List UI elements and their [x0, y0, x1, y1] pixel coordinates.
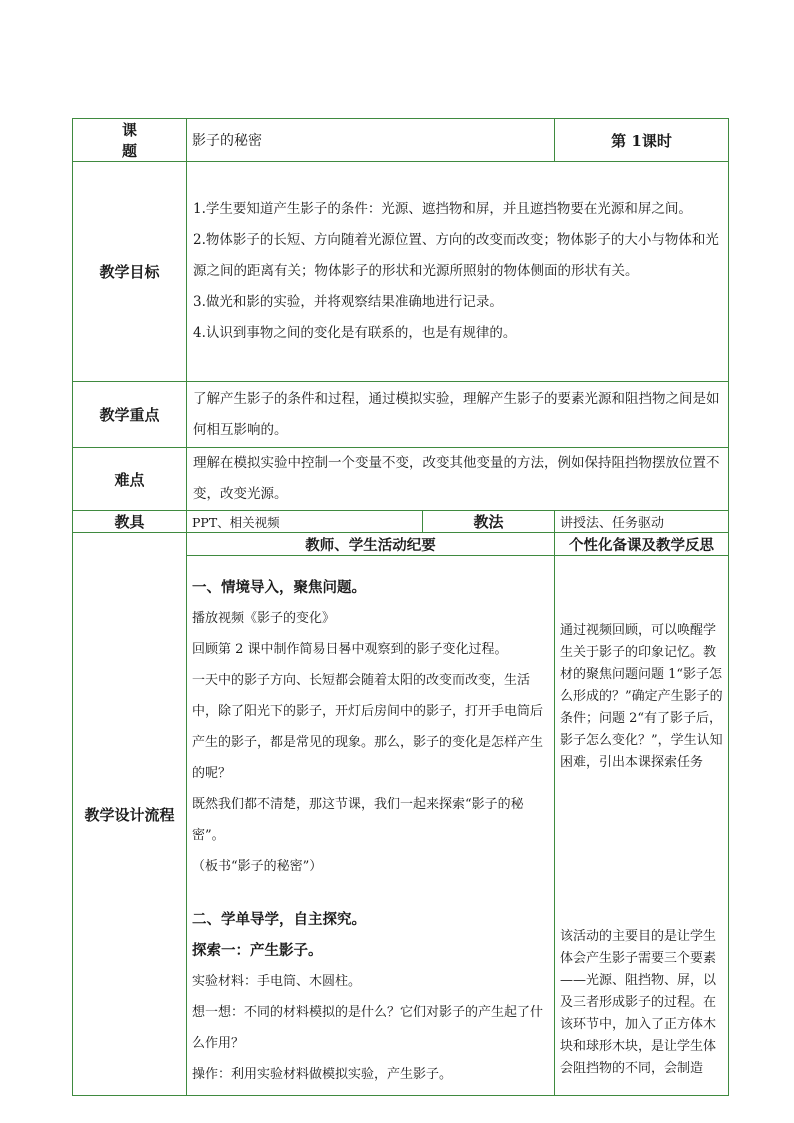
section-1-paragraph-5: （板书“影子的秘密”）	[192, 859, 323, 874]
key-points-row	[73, 382, 729, 448]
objective-item-2: 2.物体影子的长短、方向随着光源位置、方向的改变而改变；物体影子的大小与物体和光源之间的距离有关；物体影子的形状和光源所照射的物体侧面的形状有关。	[193, 232, 719, 279]
topic-value: 影子的秘密	[187, 119, 555, 162]
reflection-column-header: 个性化备课及教学反思	[555, 533, 729, 556]
difficulty-row	[73, 448, 729, 511]
lesson-plan-sheet	[72, 118, 728, 1082]
activity-content	[187, 556, 555, 1096]
design-header-row	[73, 533, 729, 556]
method-value: 讲授法、任务驱动	[555, 511, 729, 533]
explore-1-title: 探索一：产生影子。	[192, 942, 323, 959]
section-2-paragraph-2: 想一想：不同的材料模拟的是什么？它们对影子的产生起了什么作用？	[192, 1005, 544, 1051]
objectives-row	[73, 162, 729, 382]
objectives-content	[187, 162, 729, 382]
objective-item-3: 3.做光和影的实验，并将观察结果准确地进行记录。	[193, 294, 503, 310]
section-1-paragraph-2: 回顾第 2 课中制作简易日晷中观察到的影子变化过程。	[192, 642, 508, 657]
section-2-title: 二、学单导学，自主探究。	[192, 911, 366, 928]
period-label: 第 1课时	[555, 119, 729, 162]
objective-item-1: 1.学生要知道产生影子的条件：光源、遮挡物和屏，并且遮挡物要在光源和屏之间。	[193, 201, 692, 217]
section-2-paragraph-3: 操作：利用实验材料做模拟实验，产生影子。	[192, 1067, 453, 1082]
topic-label: 课 题	[73, 119, 187, 162]
tools-row	[73, 511, 729, 533]
section-1-paragraph-3: 一天中的影子方向、长短都会随着太阳的改变而改变，生活中，除了阳光下的影子，开灯后房间中的影子，打开手电筒后产生的影子，都是常见的现象。那么，影子的变化是怎样产生的呢？	[192, 673, 544, 781]
lesson-plan-table	[72, 118, 729, 1096]
key-points-label: 教学重点	[73, 382, 187, 448]
section-1-paragraph-4: 既然我们都不清楚，那这节课，我们一起来探索“影子的秘密”。	[192, 797, 524, 843]
section-1-paragraph-1: 播放视频《影子的变化》	[192, 611, 336, 626]
section-1-title: 一、情境导入，聚焦问题。	[192, 579, 366, 596]
section-2-paragraph-1: 实验材料：手电筒、木圆柱。	[192, 974, 362, 989]
key-points-text: 了解产生影子的条件和过程，通过模拟实验，理解产生影子的要素光源和阻挡物之间是如何相互影响的。	[187, 382, 729, 448]
method-label: 教法	[423, 511, 555, 533]
reflection-content	[555, 556, 729, 1096]
objectives-label: 教学目标	[73, 162, 187, 382]
topic-row	[73, 119, 729, 162]
activity-column-header: 教师、学生活动纪要	[187, 533, 555, 556]
reflection-note-1: 通过视频回顾，可以唤醒学生关于影子的印象记忆。教材的聚焦问题问题 1“影子怎么形成的？”确定产生影子的条件；问题 2“有了影子后，影子怎么变化？”，学生认知困难，引出本课探索任务	[560, 623, 723, 770]
objective-item-4: 4.认识到事物之间的变化是有联系的，也是有规律的。	[193, 325, 517, 341]
tools-label: 教具	[73, 511, 187, 533]
design-label: 教学设计流程	[73, 533, 187, 1096]
difficulty-text: 理解在模拟实验中控制一个变量不变，改变其他变量的方法，例如保持阻挡物摆放位置不变，改变光源。	[187, 448, 729, 511]
reflection-note-2: 该活动的主要目的是让学生体会产生影子需要三个要素——光源、阻挡物、屏，以及三者形成影子的过程。在该环节中，加入了正方体木块和球形木块，是让学生体会阻挡物的不同，会制造	[560, 929, 717, 1076]
difficulty-label: 难点	[73, 448, 187, 511]
tools-value: PPT、相关视频	[187, 511, 423, 533]
